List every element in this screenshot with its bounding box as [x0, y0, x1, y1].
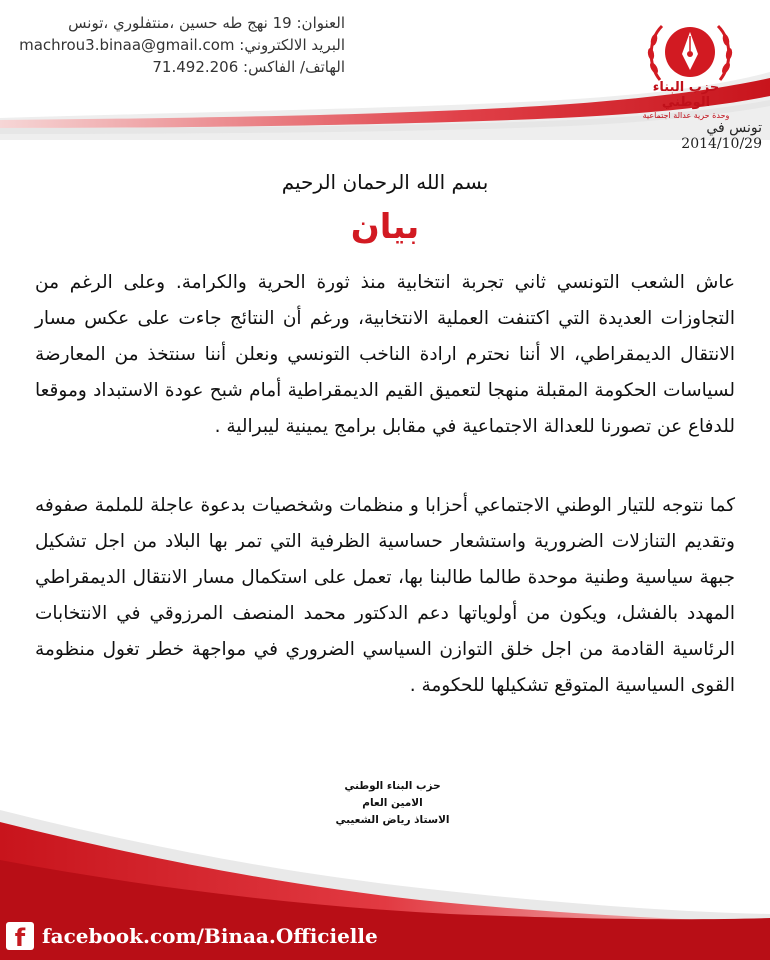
statement-title: بيان: [350, 207, 420, 247]
signature-party: حزب البناء الوطني: [344, 780, 441, 792]
address-text: العنوان: 19 نهج طه حسين ،منتفلوري ،تونس: [68, 14, 345, 32]
facebook-icon[interactable]: f: [6, 922, 34, 950]
signature-name: الاستاذ رياض الشعيبي: [335, 814, 450, 826]
logo-text: [636, 80, 736, 120]
email-text: البريد الالكتروني: machrou3.binaa@gmail.com: [19, 36, 345, 54]
paragraph-1: عاش الشعب التونسي ثاني تجربة انتخابية منذ ثورة الحرية والكرامة. وعلى الرغم من التجاوزات العديدة التي اكتنفت العملية الانتخابية، ورغم أن النتائج جاءت على عكس مسار الانتقال الديمقراطي، الا أننا نحترم ارادة الناخب التونسي ونعلن أننا سنتخذ من المعارضة لسياسات الحكومة المقبلة منهجا لتعميق القيم الديمقراطية أمام شبح عودة الاستبداد وموقعا للدفاع عن تصورنا للعدالة الاجتماعية في مقابل برامج يمينية ليبرالية .: [35, 272, 735, 437]
phone-text: الهاتف/ الفاكس: 71.492.206: [152, 58, 345, 76]
signature-role: الامين العام: [362, 797, 423, 809]
contact-info: [5, 12, 345, 78]
paragraph-2: كما نتوجه للتيار الوطني الاجتماعي أحزابا و منظمات وشخصيات بدعوة عاجلة للملمة صفوفه وتقديم التنازلات الضرورية واستشعار حساسية الظرفية التي تمر بها البلاد من اجل تشكيل جبهة سياسية وطنية موحدة طالما طالبنا بها، تعمل على استكمال مسار الانتقال الديمقراطي المهدد بالفشل، ويكون من أولوياتها دعم الدكتور محمد المنصف المرزوقي في الانتخابات الرئاسية القادمة من اجل خلق التوازن السياسي الضروري في مواجهة خطر تغول منظومة القوى السياسية المتوقع تشكيلها للحكومة .: [35, 495, 735, 696]
basmala-heading: بسم الله الرحمان الرحيم: [281, 170, 489, 194]
document-date: تونس في 2014/10/29: [681, 120, 762, 152]
facebook-link[interactable]: facebook.com/Binaa.Officielle: [42, 924, 378, 948]
logo-slogan: وحدة حرية عدالة اجتماعية: [642, 111, 730, 120]
logo-party-name: حزب البناء الوطني: [652, 80, 720, 110]
facebook-footer: [0, 918, 770, 960]
